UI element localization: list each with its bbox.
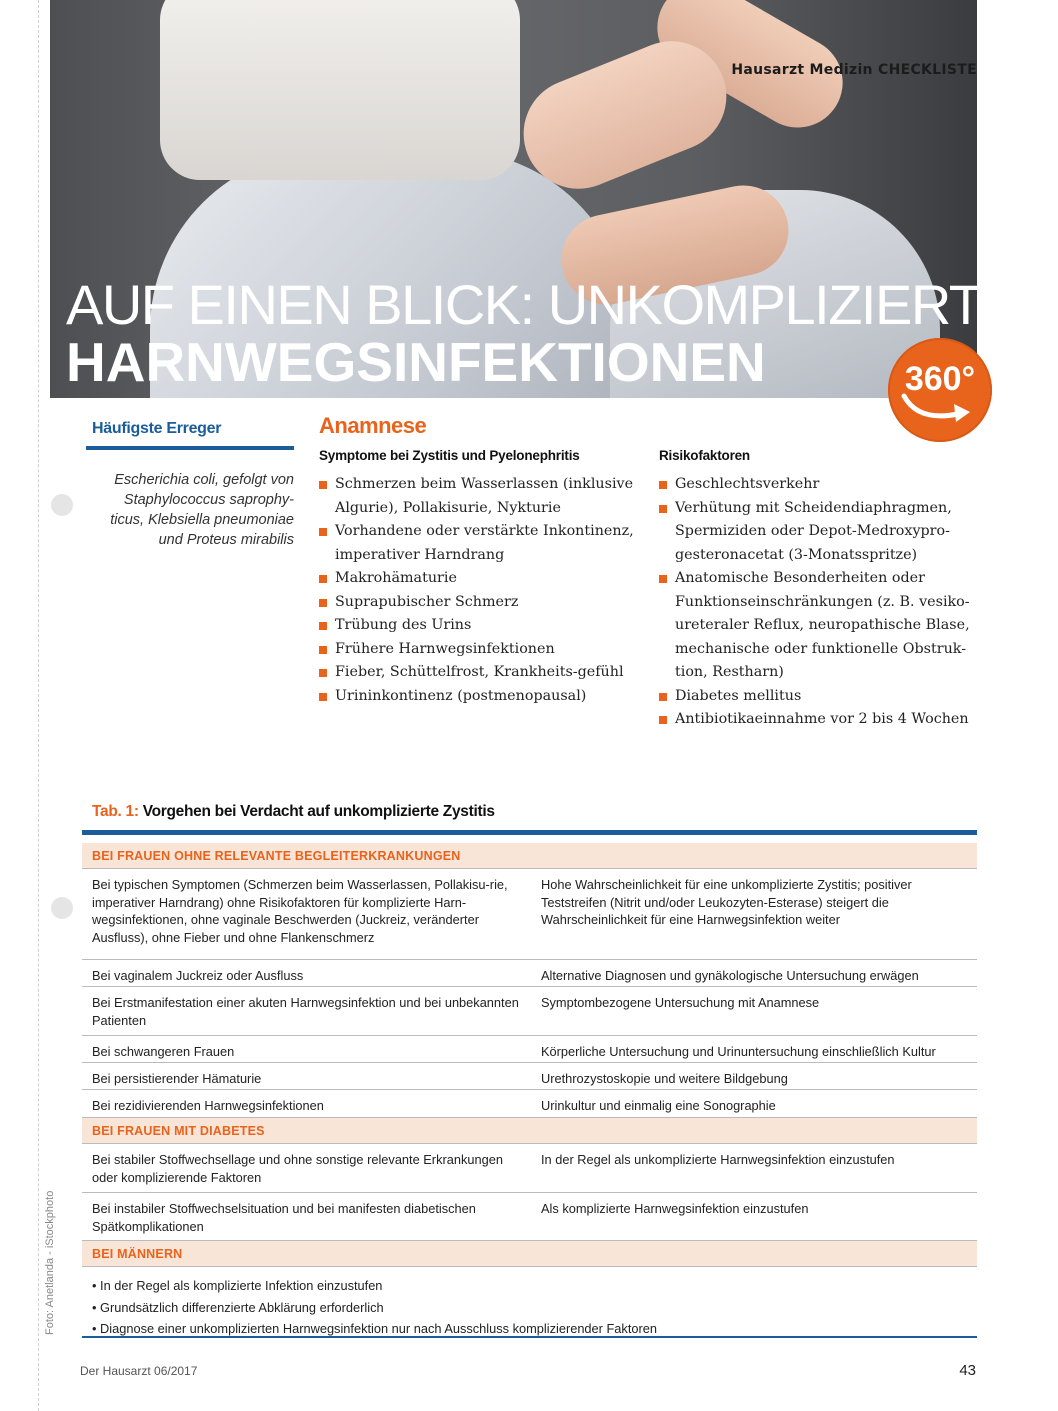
table-row <box>82 1036 977 1063</box>
list-item: Fieber, Schüttelfrost, Krankheits-gefühl <box>319 661 637 685</box>
table-row <box>82 1144 977 1193</box>
issue-label: Der Hausarzt 06/2017 <box>80 1364 198 1378</box>
table-cell: Bei rezidivierenden Harnwegsinfektionen <box>92 1098 324 1113</box>
table-top-rule <box>82 830 977 835</box>
symptome-heading: Symptome bei Zystitis und Pyelonephritis <box>319 448 580 463</box>
table-cell: Bei typischen Symptomen (Schmerzen beim Wasserlassen, Pollakisu-rie, imperativer Harndrang) ohne Risikofaktoren für komplizierte Harn-wegsinfektionen, ohne vaginale Beschwerden (Juckreiz, veränderter Ausfluss), ohne Fieber und ohne Flankenschmerz <box>92 877 508 945</box>
table-cell: Symptombezogene Untersuchung mit Anamnese <box>541 995 820 1010</box>
table-row <box>82 1193 977 1241</box>
list-item: Geschlechtsverkehr <box>659 473 977 497</box>
anamnese-heading: Anamnese <box>319 413 427 438</box>
list-item: Vorhandene oder verstärkte Inkontinenz, imperativer Harndrang <box>319 520 637 567</box>
table-bottom-rule <box>82 1336 977 1338</box>
table-caption <box>92 803 495 821</box>
table-cell: Körperliche Untersuchung und Urinuntersuchung einschließlich Kultur <box>541 1044 936 1059</box>
table-cell: Bei schwangeren Frauen <box>92 1044 235 1059</box>
table-cell: Bei stabiler Stoffwechsellage und ohne sonstige relevante Erkrankungen oder komplizierende Faktoren <box>92 1152 503 1185</box>
table-cell: In der Regel als unkomplizierte Harnwegsinfektion einzustufen <box>541 1152 895 1167</box>
list-item: • In der Regel als komplizierte Infektion einzustufen <box>92 1278 383 1293</box>
table-cell: Bei Erstmanifestation einer akuten Harnwegsinfektion und bei unbekannten Patienten <box>92 995 519 1028</box>
risiko-heading: Risikofaktoren <box>659 448 750 463</box>
table-row <box>82 1063 977 1090</box>
table-row <box>82 1090 977 1118</box>
badge-label: 360° <box>904 360 976 398</box>
punch-hole <box>51 494 73 516</box>
section-kicker: Hausarzt Medizin CHECKLISTE <box>731 62 977 78</box>
list-item: Makrohämaturie <box>319 567 637 591</box>
section-label: BEI FRAUEN OHNE RELEVANTE BEGLEITERKRANKUNGEN <box>92 849 461 863</box>
list-item: • Diagnose einer unkomplizierten Harnwegsinfektion nur nach Ausschluss komplizierender Faktoren <box>92 1321 657 1336</box>
table-cell: Urethrozystoskopie und weitere Bildgebung <box>541 1071 788 1086</box>
list-item: Trübung des Urins <box>319 614 637 638</box>
list-item: Frühere Harnwegsinfektionen <box>319 638 637 662</box>
list-item: Urininkontinenz (postmenopausal) <box>319 685 637 709</box>
punch-hole <box>51 897 73 919</box>
table-section-header <box>82 1118 977 1144</box>
list-item: Diabetes mellitus <box>659 685 977 709</box>
list-item: Schmerzen beim Wasserlassen (inklusive Algurie), Pollakisurie, Nykturie <box>319 473 637 520</box>
photo-shape <box>160 0 520 180</box>
table-cell: Bei persistierender Hämaturie <box>92 1071 262 1086</box>
list-item: Verhütung mit Scheidendiaphragmen, Spermiziden oder Depot-Medroxypro-gesteronacetat (3-Monatsspritze) <box>659 497 977 568</box>
table-number: Tab. 1: <box>92 803 139 820</box>
photo-credit: Foto: Anetlanda - iStockphoto <box>44 1190 56 1335</box>
table-row <box>82 869 977 960</box>
section-label: BEI FRAUEN MIT DIABETES <box>92 1124 265 1138</box>
table-row <box>82 987 977 1036</box>
table-cell: Bei vaginalem Juckreiz oder Ausfluss <box>92 968 304 983</box>
table-title: Vorgehen bei Verdacht auf unkomplizierte Zystitis <box>142 803 495 820</box>
table-cell: Hohe Wahrscheinlichkeit für eine unkomplizierte Zystitis; positiver Teststreifen (Nitrit und/oder Leukozyten-Esterase) steigert die Wahrscheinlichkeit für eine Harnwegsinfektion weiter <box>541 877 912 927</box>
page-number: 43 <box>959 1362 976 1379</box>
table-section-header <box>82 1241 977 1267</box>
table-row <box>82 960 977 987</box>
page-title-line2: HARNWEGSINFEKTIONEN <box>66 331 766 393</box>
table-cell: Urinkultur und einmalig eine Sonographie <box>541 1098 776 1113</box>
binding-edge-line <box>38 0 39 1411</box>
list-item: Suprapubischer Schmerz <box>319 591 637 615</box>
page-title-line1: AUF EINEN BLICK: UNKOMPLIZIERTE <box>66 273 1018 336</box>
symptome-list <box>319 473 637 708</box>
list-item: • Grundsätzlich differenzierte Abklärung erforderlich <box>92 1299 384 1315</box>
360-badge <box>888 338 992 442</box>
list-item: Antibiotikaeinnahme vor 2 bis 4 Wochen <box>659 708 977 732</box>
list-item: Anatomische Besonderheiten oder Funktionseinschränkungen (z. B. vesiko-ureteraler Reflux, neuropathische Blase, mechanische oder funktionelle Obstruk-tion, Restharn) <box>659 567 977 685</box>
erreger-text: Escherichia coli, gefolgt von Staphylococcus saprophy-ticus, Klebsiella pneumoniae und Proteus mirabilis <box>110 472 294 548</box>
maenner-list <box>92 1275 657 1340</box>
table-cell: Alternative Diagnosen und gynäkologische Untersuchung erwägen <box>541 968 919 983</box>
table-cell: Als komplizierte Harnwegsinfektion einzustufen <box>541 1201 809 1216</box>
table-cell: Bei instabiler Stoffwechselsituation und bei manifesten diabetischen Spätkomplikationen <box>92 1201 476 1234</box>
table-section-header <box>82 843 977 869</box>
circular-arrow-icon <box>898 388 982 428</box>
section-label: BEI MÄNNERN <box>92 1247 183 1261</box>
erreger-rule <box>86 446 294 450</box>
erreger-heading: Häufigste Erreger <box>92 420 222 437</box>
risiko-list <box>659 473 977 732</box>
